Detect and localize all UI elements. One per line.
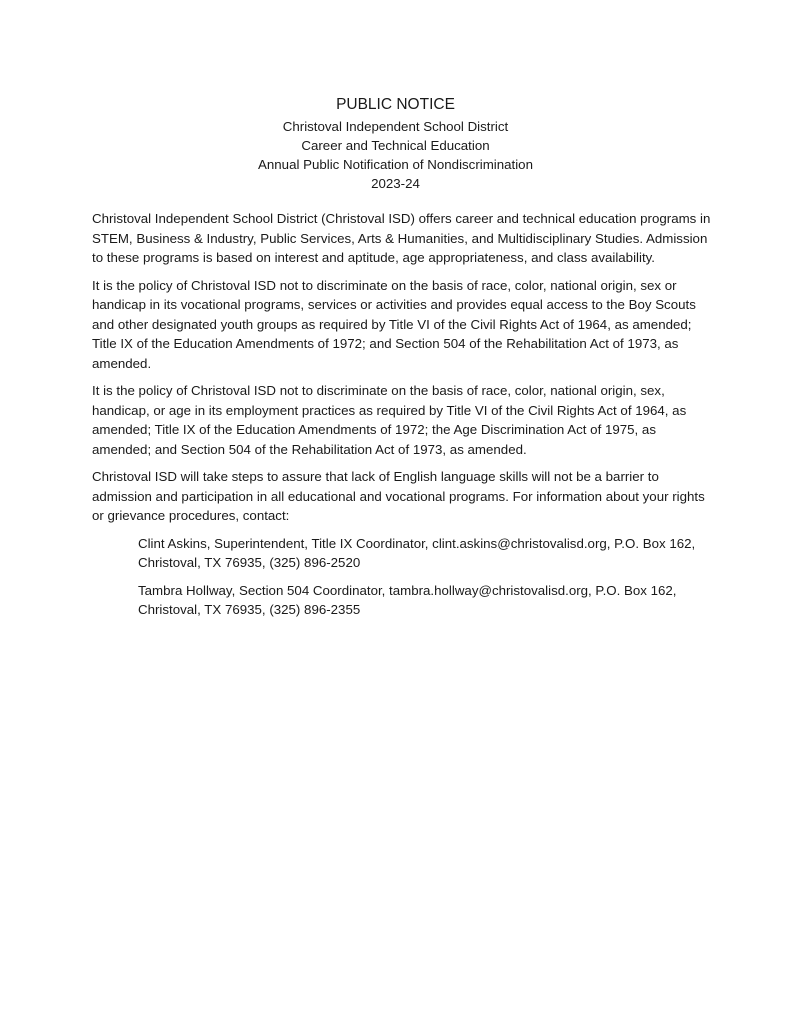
notice-type: Annual Public Notification of Nondiscrimination <box>258 157 533 172</box>
notice-header <box>0 95 791 193</box>
department-name: Career and Technical Education <box>301 138 490 153</box>
notice-body <box>92 209 712 628</box>
paragraph-programs: Christoval Independent School District (Christoval ISD) offers career and technical education programs in STEM, Business & Industry, Public Services, Arts & Humanities, and Multidisciplinary Studies. Admission to these programs is based on interest and aptitude, age appropriateness, and class availability. <box>92 211 711 265</box>
contact-list <box>138 534 712 620</box>
contact-section-504: Tambra Hollway, Section 504 Coordinator, tambra.hollway@christovalisd.org, P.O. Box 162, Christoval, TX 76935, (325) 896-2355 <box>138 582 677 617</box>
paragraph-language-skills: Christoval ISD will take steps to assure that lack of English language skills will not be a barrier to admission and participation in all educational and vocational programs. For information about your rights or grievance procedures, contact: <box>92 469 705 523</box>
paragraph-vocational-policy: It is the policy of Christoval ISD not to discriminate on the basis of race, color, national origin, sex or handicap in its vocational programs, services or activities and provides equal access to the Boy Scouts and other designated youth groups as required by Title VI of the Civil Rights Act of 1964, as amended; Title IX of the Education Amendments of 1972; and Section 504 of the Rehabilitation Act of 1973, as amended. <box>92 277 696 371</box>
page-title: PUBLIC NOTICE <box>336 96 455 113</box>
contact-superintendent: Clint Askins, Superintendent, Title IX Coordinator, clint.askins@christovalisd.org, P.O. Box 162, Christoval, TX 76935, (325) 896-2520 <box>138 535 696 570</box>
school-year: 2023-24 <box>371 176 420 191</box>
district-name: Christoval Independent School District <box>282 119 509 134</box>
paragraph-employment-policy: It is the policy of Christoval ISD not to discriminate on the basis of race, color, national origin, sex, handicap, or age in its employment practices as required by Title VI of the Civil Rights Act of 1964, as amended; Title IX of the Education Amendments of 1972; the Age Discrimination Act of 1975, as amended; and Section 504 of the Rehabilitation Act of 1973, as amended. <box>92 383 687 457</box>
